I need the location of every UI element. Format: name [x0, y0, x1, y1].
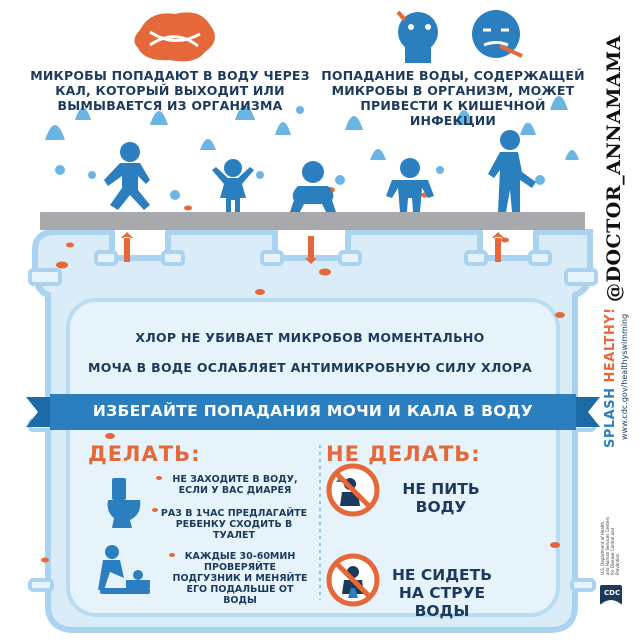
sick-face-icon — [398, 10, 522, 63]
no-sitting-icon — [329, 556, 377, 604]
swimmer-figure-icon — [386, 158, 434, 212]
swimmer-figure-icon — [290, 161, 336, 212]
germ-icon — [134, 12, 215, 61]
splash-healthy-logo — [603, 307, 618, 448]
cdc-logo-text: CDC — [604, 589, 621, 597]
no-drinking-icon — [329, 466, 377, 514]
swimmer-figure-icon — [212, 159, 254, 212]
swimmer-figure-icon — [488, 130, 536, 212]
arrow-down-icon — [305, 236, 317, 264]
dont-heading: НЕ ДЕЛАТЬ: — [326, 442, 481, 466]
main-banner: ИЗБЕГАЙТЕ ПОПАДАНИЯ МОЧИ И КАЛА В ВОДУ — [92, 402, 534, 420]
do-item-toilet: РАЗ В 1ЧАС ПРЕДЛАГАЙТЕ РЕБЕНКУ СХОДИТЬ В ТУАЛЕТ — [160, 508, 308, 541]
pool-deck — [40, 212, 585, 230]
swimmer-figure-icon — [104, 142, 150, 210]
infection-caption: ПОПАДАНИЕ ВОДЫ, СОДЕРЖАЩЕЙ МИКРОБЫ В ОРГАНИЗМ, МОЖЕТ ПРИВЕСТИ К КИШЕЧНОЙ ИНФЕКЦИИ — [321, 68, 585, 128]
chlorine-fact: ХЛОР НЕ УБИВАЕТ МИКРОБОВ МОМЕНТАЛЬНО — [135, 330, 485, 345]
do-item-diarrhea: НЕ ЗАХОДИТЕ В ВОДУ, ЕСЛИ У ВАС ДИАРЕЯ — [172, 474, 298, 496]
germ-caption: МИКРОБЫ ПОПАДАЮТ В ВОДУ ЧЕРЕЗ КАЛ, КОТОРЫЙ ВЫХОДИТ ИЛИ ВЫМЫВАЕТСЯ ИЗ ОРГАНИЗМА — [30, 68, 310, 113]
author-handle: @DOCTOR_ANNAMAMA — [603, 35, 625, 302]
splash-word: SPLASH — [603, 387, 618, 448]
do-item-diaper: КАЖДЫЕ 30-60МИН ПРОВЕРЯЙТЕ ПОДГУЗНИК И МЕНЯЙТЕ ЕГО ПОДАЛЬШЕ ОТ ВОДЫ — [172, 551, 308, 606]
dont-item-drink: НЕ ПИТЬ ВОДУ — [402, 480, 480, 516]
healthy-word: HEALTHY! — [603, 307, 618, 383]
dont-item-sit-on-jet: НЕ СИДЕТЬ НА СТРУЕ ВОДЫ — [391, 566, 493, 620]
gov-text: U.S. Department of Health and Human Services Centers for Disease Control and Prevention — [600, 516, 620, 575]
cdc-url: www.cdc.gov/healthyswimming — [620, 313, 629, 440]
do-heading: ДЕЛАТЬ: — [88, 442, 201, 466]
urine-fact: МОЧА В ВОДЕ ОСЛАБЛЯЕТ АНТИМИКРОБНУЮ СИЛУ ХЛОРА — [87, 360, 533, 375]
